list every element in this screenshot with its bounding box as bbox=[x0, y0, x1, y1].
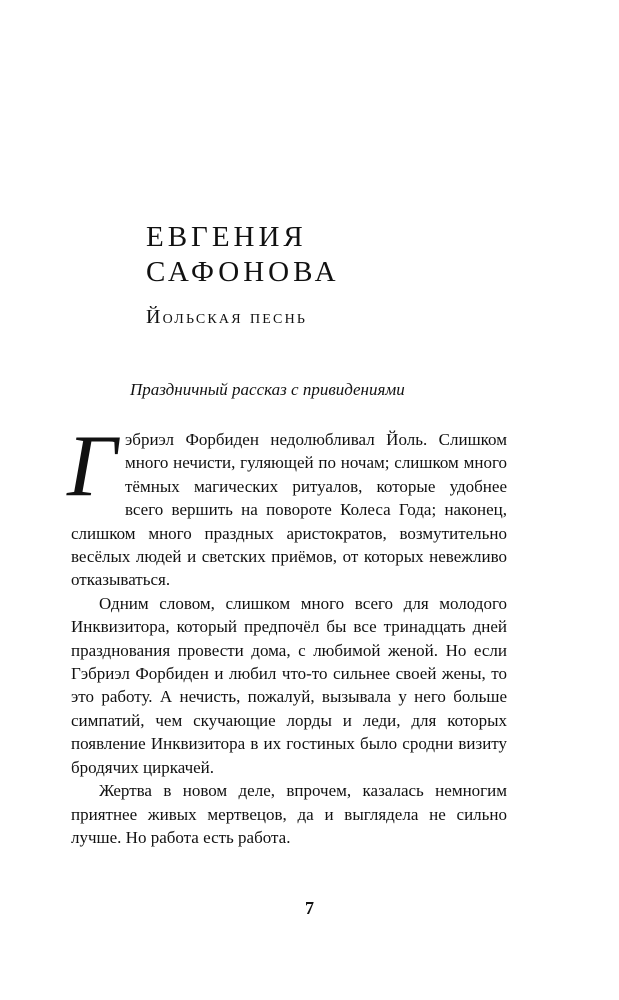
drop-cap: Г bbox=[67, 418, 118, 515]
story-text bbox=[67, 418, 507, 849]
page-number: 7 bbox=[305, 898, 314, 918]
author-name bbox=[146, 220, 340, 290]
story-title: Йольская песнь bbox=[146, 306, 308, 328]
author-first-name: ЕВГЕНИЯ bbox=[146, 221, 307, 253]
paragraph-1-text: эбриэл Форбиден недолюбливал Йоль. Слишком много нечисти, гуляющей по ночам; слишком много тёмных магических ритуалов, которые удобнее всего вершить на повороте Колеса Года; наконец, слишком много праздных аристократов, возмутительно весёлых людей и светских приёмов, от которых невежливо отказываться. bbox=[71, 430, 507, 590]
paragraph-1 bbox=[67, 418, 507, 592]
story-subtitle: Праздничный рассказ с привидениями bbox=[130, 380, 405, 399]
author-last-name: САФОНОВА bbox=[146, 256, 340, 288]
paragraph-3: Жертва в новом деле, впрочем, казалась немногим приятнее живых мертвецов, да и выглядела не сильно лучше. Но работа есть работа. bbox=[71, 781, 507, 847]
paragraph-2: Одним словом, слишком много всего для молодого Инквизитора, который предпочёл бы все тринадцать дней празднования провести дома, с любимой женой. Но если Гэбриэл Форбиден и любил что-то сильнее своей жены, то это работу. А нечисть, пожалуй, вызывала у него больше симпатий, чем скучающие лорды и леди, для которых появление Инквизитора в их гостиных было сродни визиту бродячих циркачей. bbox=[71, 593, 507, 777]
